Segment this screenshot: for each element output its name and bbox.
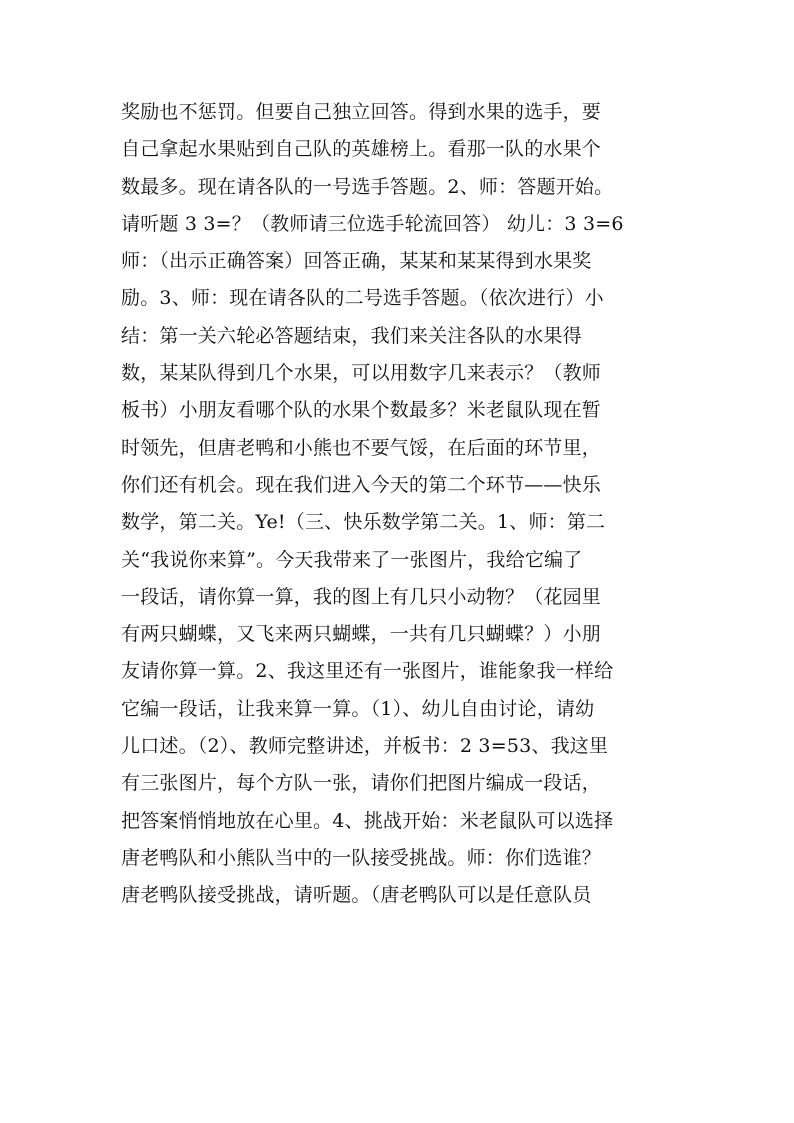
text-line: 有两只蝴蝶，又飞来两只蝴蝶，一共有几只蝴蝶？）小朋 — [121, 623, 602, 646]
text-line: 时领先，但唐老鸭和小熊也不要气馁，在后面的环节里， — [121, 436, 602, 459]
text-line: 励。3、师：现在请各队的二号选手答题。（依次进行）小 — [121, 287, 604, 310]
text-line: 有三张图片，每个方队一张，请你们把图片编成一段话， — [121, 772, 602, 795]
text-line: 数，某某队得到几个水果，可以用数字几来表示？（教师 — [121, 362, 602, 385]
text-line: 把答案悄悄地放在心里。4、挑战开始：米老鼠队可以选择 — [121, 809, 614, 832]
text-line: 它编一段话，让我来算一算。（1）、幼儿自由讨论，请幼 — [121, 697, 595, 720]
text-line: 唐老鸭队接受挑战，请听题。（唐老鸭队可以是任意队员 — [121, 884, 592, 907]
text-line: 数最多。现在请各队的一号选手答题。2、师：答题开始。 — [121, 175, 614, 198]
text-line: 板书）小朋友看哪个队的水果个数最多？米老鼠队现在暂 — [121, 399, 602, 422]
text-line: 请听题 3 3=？（教师请三位选手轮流回答） 幼儿：3 3=6 — [121, 212, 624, 235]
text-line: 儿口述。（2）、教师完整讲述，并板书：2 3=53、我这里 — [121, 735, 609, 758]
text-line: 友请你算一算。2、我这里还有一张图片，谁能象我一样给 — [121, 660, 614, 683]
text-line: 数学，第二关。Ye!（三、快乐数学第二关。1、师：第二 — [121, 511, 606, 534]
text-line: 唐老鸭队和小熊队当中的一队接受挑战。师：你们选谁？ — [121, 846, 602, 869]
text-line: 结：第一关六轮必答题结束，我们来关注各队的水果得 — [121, 324, 582, 347]
text-line: 你们还有机会。现在我们进入今天的第二个环节——快乐 — [121, 473, 602, 496]
document-body — [121, 94, 681, 915]
text-line: 自己拿起水果贴到自己队的英雄榜上。看那一队的水果个 — [121, 138, 602, 161]
text-line: 关“我说你来算”。今天我带来了一张图片，我给它编了 — [121, 548, 583, 571]
text-line: 一段话，请你算一算，我的图上有几只小动物？（花园里 — [121, 585, 602, 608]
text-line: 奖励也不惩罚。但要自己独立回答。得到水果的选手，要 — [121, 101, 602, 123]
text-line: 师：（出示正确答案）回答正确，某某和某某得到水果奖 — [121, 250, 592, 273]
